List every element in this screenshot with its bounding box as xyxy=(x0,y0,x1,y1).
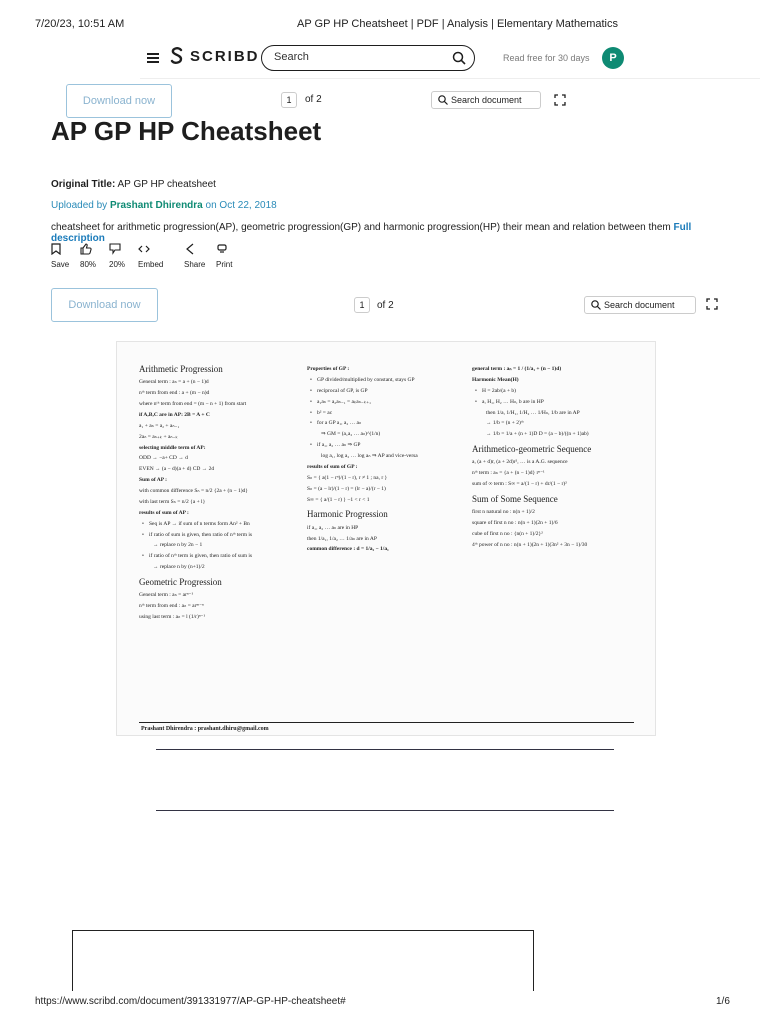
search-document-placeholder: Search document xyxy=(451,95,522,105)
cheatsheet-line: → 1/b = (n + 2)ᵗʰ xyxy=(486,420,524,427)
cheatsheet-line: a₁ + aₙ = a₂ + aₙ₋₁ xyxy=(139,422,180,429)
search-icon[interactable] xyxy=(452,51,466,65)
cheatsheet-line: → 1/b = 1/a + (n + 1)D D = (a − b)/((n + 1)ab) xyxy=(486,431,589,438)
search-input[interactable] xyxy=(272,50,446,64)
cheatsheet-line: Arithmetic Progression xyxy=(139,364,223,374)
page-number-input-top[interactable]: 1 xyxy=(281,92,297,108)
cheatsheet-line: if a₁, a₂ … aₙ are in HP xyxy=(307,524,359,531)
menu-icon[interactable] xyxy=(147,53,159,63)
cheatsheet-column-1 xyxy=(139,364,307,625)
cheatsheet-line: with last term Sₙ = n/2 {a + l} xyxy=(139,498,206,505)
cheatsheet-line: Harmonic Progression xyxy=(307,509,388,520)
cheatsheet-line: 4ᵗʰ power of n no : n(n + 1)(2n + 1)(3n² + 3n − 1)/30 xyxy=(472,541,588,548)
description xyxy=(51,222,731,244)
cheatsheet-line: Properties of GP : xyxy=(307,366,350,372)
cheatsheet-line: with common difference Sₙ = n/2 {2a + (n − 1)d} xyxy=(139,488,248,494)
cheatsheet-line: 2aₙ = aₙ₊ₖ + aₙ₋ₖ xyxy=(139,433,178,440)
print-url: https://www.scribd.com/document/391331977/AP-GP-HP-cheatsheet# xyxy=(35,996,346,1007)
upload-info xyxy=(51,200,277,211)
original-title-value: AP GP HP cheatsheet xyxy=(117,179,216,190)
original-title xyxy=(51,179,216,190)
scribd-logo[interactable] xyxy=(170,47,260,65)
print-datetime: 7/20/23, 10:51 AM xyxy=(35,18,125,30)
page-2-preview xyxy=(156,749,614,811)
upload-date: on Oct 22, 2018 xyxy=(205,200,277,211)
cheatsheet-line: nᵗʰ term : aₙ = {a + (n − 1)d} rⁿ⁻¹ xyxy=(472,470,545,477)
page-title: AP GP HP Cheatsheet xyxy=(51,116,322,146)
cheatsheet-line: • Seq is AP → if sum of n terms form An² + Bn xyxy=(139,521,307,528)
embed-label: Embed xyxy=(138,260,164,269)
cheatsheet-line: then 1/a₁, 1/a₂ … 1/aₙ are in AP xyxy=(307,535,377,542)
share-action[interactable] xyxy=(184,243,216,269)
cheatsheet-line: if A,B,C are in AP: 2B = A + C xyxy=(139,411,210,418)
cheatsheet-line: nᵗʰ term from end : a + (m − n)d xyxy=(139,390,210,397)
like-percent: 80% xyxy=(80,260,97,269)
cheatsheet-line: Arithmetico-geometric Sequence xyxy=(472,444,592,455)
cheatsheet-line: common difference : d = 1/a₂ − 1/a₁ xyxy=(307,546,389,553)
cheatsheet-line: General term : aₙ = arⁿ⁻¹ xyxy=(139,592,194,599)
cheatsheet-line: Sum of Some Sequence xyxy=(472,494,558,504)
uploaded-by-label: Uploaded by xyxy=(51,200,108,211)
cheatsheet-line: sum of ∞ term : S∞ = a/(1 − r) + dr/(1 − r)² xyxy=(472,481,567,488)
cheatsheet-line: using last term : aₙ = l (1/r)ⁿ⁻¹ xyxy=(139,614,206,620)
embed-icon xyxy=(138,243,150,255)
page-count-top: of 2 xyxy=(305,94,322,105)
cheatsheet-line: • if a₁, a₂ … aₙ ⇒ GP xyxy=(307,442,472,449)
author-footer: Prashant Dhirendra : prashant.dhiru@gmail.com xyxy=(141,726,269,732)
download-button[interactable]: Download now xyxy=(51,288,158,322)
read-free-link[interactable]: Read free for 30 days xyxy=(503,53,590,63)
search-document-placeholder: Search document xyxy=(604,300,675,310)
cheatsheet-line: • a, H₁, H₂ … Hₙ, b are in HP xyxy=(472,399,642,406)
page-3-preview xyxy=(72,930,534,991)
cheatsheet-line: a, (a + d)r, (a + 2d)r², … is a A.G. sequence xyxy=(472,459,568,466)
cheatsheet-line: ⇒ GM = (a₁a₂ … aₙ)^(1/n) xyxy=(321,431,381,438)
share-icon xyxy=(184,243,196,255)
save-label: Save xyxy=(51,260,70,269)
cheatsheet-line: S∞ = { a/(1 − r) } −1 < r < 1 xyxy=(307,496,370,503)
cheatsheet-line: general term : aₙ = 1 / (1/a₁ + (n − 1)d) xyxy=(472,366,562,372)
original-title-label: Original Title: xyxy=(51,179,116,190)
thumbs-down-icon xyxy=(109,243,121,255)
cheatsheet-line: where nᵗʰ term from end = (m − n + 1) from start xyxy=(139,401,247,407)
cheatsheet-line: • reciprocal of GP, is GP xyxy=(307,388,472,395)
document-page xyxy=(116,341,656,736)
bookmark-icon xyxy=(51,243,61,255)
cheatsheet-line: • if ratio of nᵗʰ term is given, then ratio of sum is xyxy=(139,553,307,560)
search-document-top[interactable] xyxy=(431,91,541,109)
print-label: Print xyxy=(216,260,233,269)
full-description-link[interactable]: Full description xyxy=(51,222,692,244)
cheatsheet-line: results of sum of GP : xyxy=(307,463,358,470)
page-number-input[interactable]: 1 xyxy=(354,297,370,313)
cheatsheet-line: nᵗʰ term from end : aₙ = arᵐ⁻ⁿ xyxy=(139,603,204,610)
divider xyxy=(140,78,760,79)
embed-action[interactable] xyxy=(138,243,184,269)
description-text: cheatsheet for arithmetic progression(AP), geometric progression(GP) and harmonic progression(HP) their mean and relation between them xyxy=(51,222,671,233)
like-action[interactable] xyxy=(80,243,109,269)
uploader-link[interactable]: Prashant Dhirendra xyxy=(109,200,203,211)
cheatsheet-line: Sum of AP : xyxy=(139,477,167,484)
search-icon xyxy=(591,300,601,310)
dislike-action[interactable] xyxy=(109,243,138,269)
cheatsheet-line: results of sum of AP : xyxy=(139,509,189,516)
cheatsheet-line: General term : aₙ = a + (n − 1)d xyxy=(139,379,209,386)
cheatsheet-line: Harmonic Mean(H) xyxy=(472,376,519,383)
logo-text: SCRIBD xyxy=(190,47,260,65)
print-icon xyxy=(216,243,228,255)
fullscreen-icon[interactable] xyxy=(554,94,566,106)
cheatsheet-line: square of first n no : n(n + 1)(2n + 1)/6 xyxy=(472,520,558,527)
cheatsheet-line: • if ratio of sum is given, then ratio of nᵗʰ term is xyxy=(139,532,307,539)
print-page-title: AP GP HP Cheatsheet | PDF | Analysis | Elementary Mathematics xyxy=(297,18,618,30)
share-label: Share xyxy=(184,260,206,269)
cheatsheet-line: cube of first n no : {n(n + 1)/2}² xyxy=(472,531,543,537)
cheatsheet-line: • H = 2ab/(a + b) xyxy=(472,388,642,395)
cheatsheet-line: first n natural no : n(n + 1)/2 xyxy=(472,509,535,516)
cheatsheet-line: → replace n by 2n − 1 xyxy=(153,542,203,549)
cheatsheet-column-3 xyxy=(472,366,642,553)
footer-divider xyxy=(139,722,634,723)
print-action[interactable] xyxy=(216,243,246,269)
cheatsheet-line: Geometric Progression xyxy=(139,577,222,587)
search-icon xyxy=(438,95,448,105)
cheatsheet-line: then 1/a, 1/H₁, 1/H₂ … 1/Hₙ, 1/b are in AP xyxy=(486,409,580,416)
print-page-number: 1/6 xyxy=(716,996,730,1007)
site-search[interactable] xyxy=(261,45,475,71)
thumbs-up-icon xyxy=(80,243,92,255)
search-document[interactable] xyxy=(584,296,696,314)
save-action[interactable] xyxy=(51,243,80,269)
cheatsheet-line: • for a GP a₁, a₂ … aₙ xyxy=(307,420,472,427)
scribd-logo-icon xyxy=(170,47,184,65)
avatar[interactable]: P xyxy=(602,47,624,69)
action-bar xyxy=(51,243,246,269)
cheatsheet-line: selecting middle term of AP: xyxy=(139,444,206,451)
dislike-percent: 20% xyxy=(109,260,126,269)
cheatsheet-line: → replace n by (n+1)/2 xyxy=(153,564,205,571)
cheatsheet-column-2 xyxy=(307,366,472,557)
cheatsheet-line: Sₙ = { a(1 − rⁿ)/(1 − r), r ≠ 1 ; na, r } xyxy=(307,474,388,481)
fullscreen-icon[interactable] xyxy=(706,298,718,310)
page-count: of 2 xyxy=(377,300,394,311)
cheatsheet-line: log a₁, log a₂ … log aₙ ⇒ AP and vice-versa xyxy=(321,453,418,459)
cheatsheet-line: EVEN → (a − d)(a + d) CD → 2d xyxy=(139,466,215,473)
cheatsheet-line: Sₙ = (a − lr)/(1 − r) = (lr − a)/(r − 1) xyxy=(307,485,386,492)
cheatsheet-line: • a₁aₙ = a₂aₙ₋₁ = aₖaₙ₋ₖ₊₁ xyxy=(307,399,472,406)
cheatsheet-line: ODD → −a+ CD → d xyxy=(139,455,188,462)
cheatsheet-line: • GP divided/multiplied by constant, stays GP xyxy=(307,377,472,384)
download-button-top[interactable]: Download now xyxy=(66,84,172,118)
cheatsheet-line: • b² = ac xyxy=(307,410,472,417)
